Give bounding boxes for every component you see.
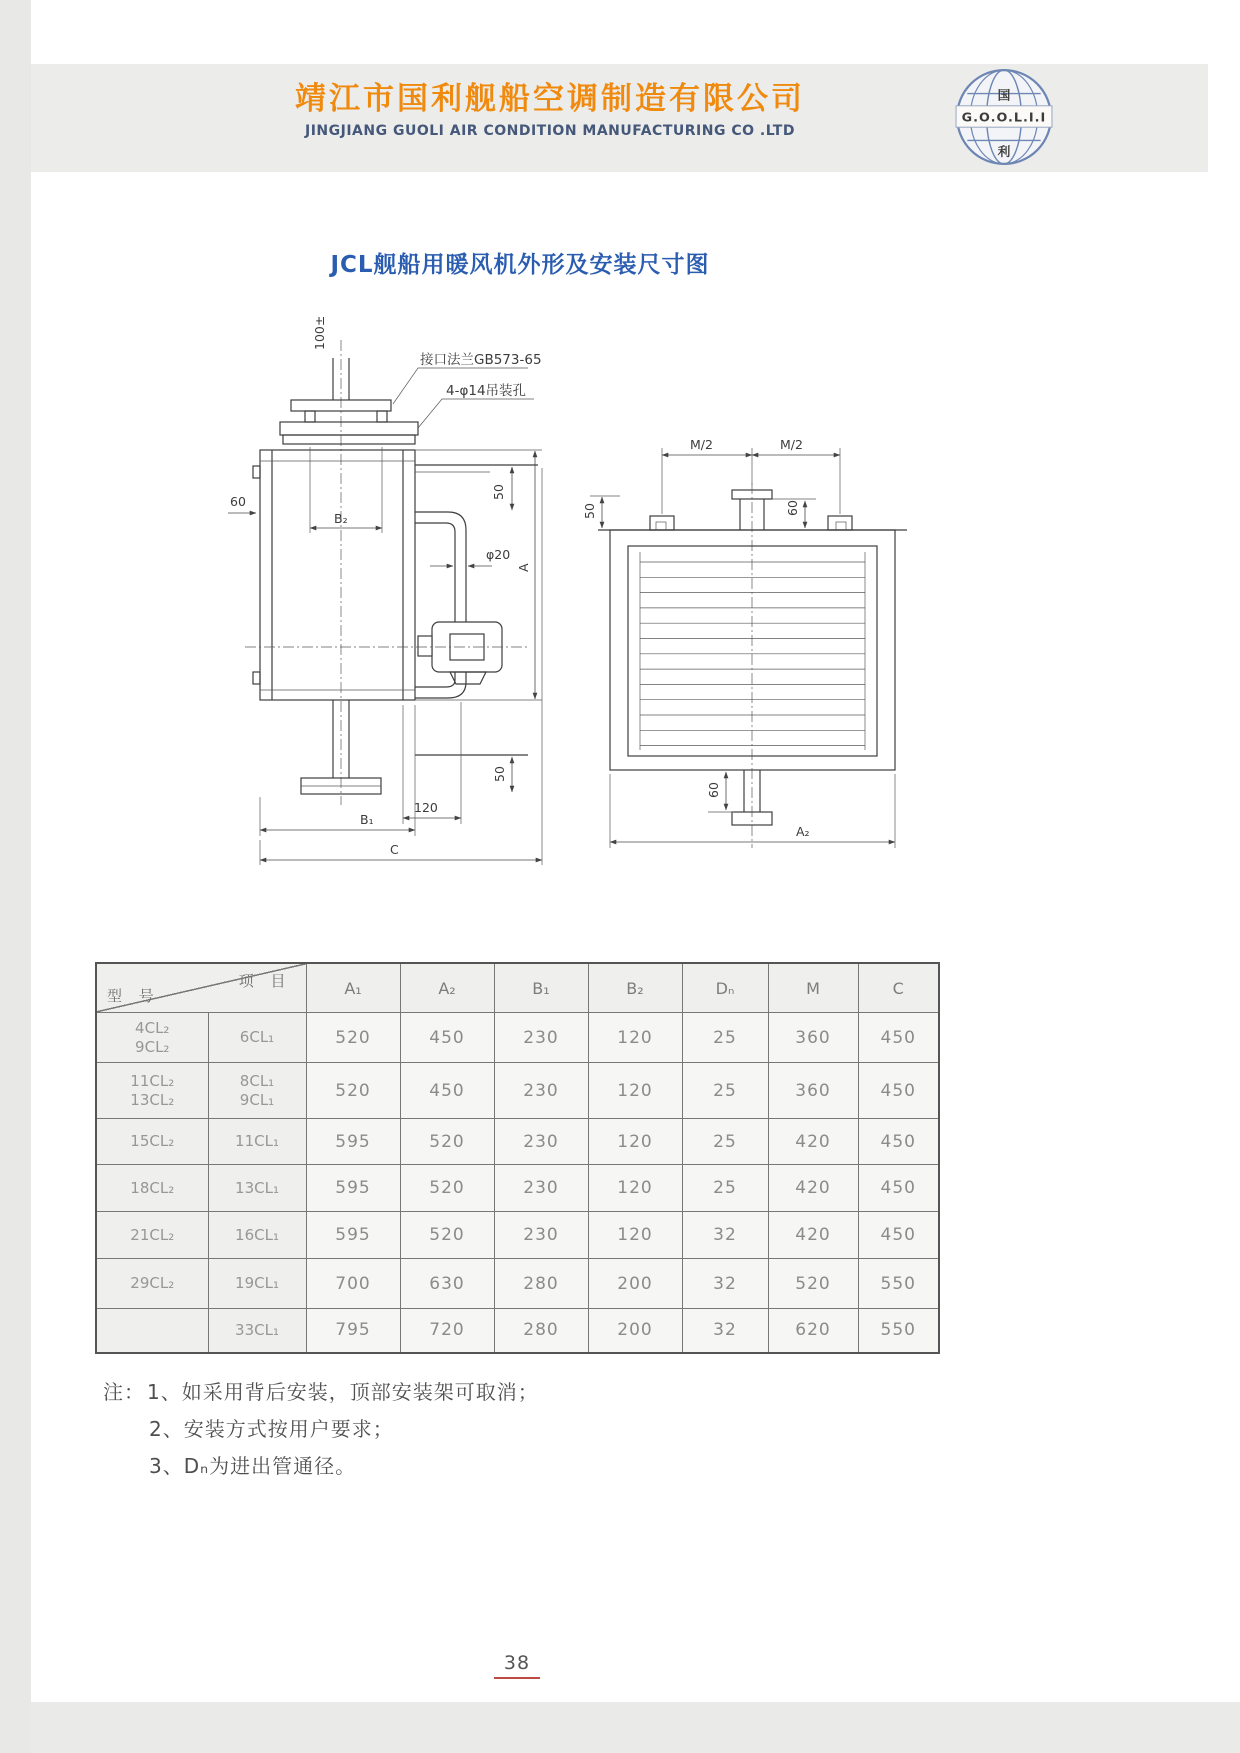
page-number: 38 <box>494 1652 540 1679</box>
dim-m2-right-label: M/2 <box>780 437 803 452</box>
column-header: M <box>768 963 858 1013</box>
value-cell: 120 <box>588 1063 682 1119</box>
model-cell-series2: 18CL₂ <box>96 1165 208 1212</box>
value-cell: 720 <box>400 1309 494 1353</box>
left-bracket <box>650 516 674 530</box>
flange-label: 接口法兰GB573-65 <box>420 352 542 368</box>
fan-motor <box>418 622 502 684</box>
value-cell: 620 <box>768 1309 858 1353</box>
pipe-length-label: 100± <box>312 315 327 350</box>
model-cell-series1: 19CL₁ <box>208 1259 306 1309</box>
top-pipe <box>280 358 418 444</box>
note-line: 注： 1、如采用背后安装，顶部安装架可取消； <box>103 1380 539 1404</box>
value-cell: 450 <box>400 1013 494 1063</box>
column-header: B₂ <box>588 963 682 1013</box>
model-cell-series1: 16CL₁ <box>208 1212 306 1259</box>
table-row <box>96 1212 939 1259</box>
value-cell: 595 <box>306 1165 400 1212</box>
value-cell: 450 <box>858 1063 939 1119</box>
value-cell: 450 <box>858 1013 939 1063</box>
company-name-cn: 靖江市国利舰船空调制造有限公司 <box>295 81 805 117</box>
notes-block <box>103 1374 539 1485</box>
table-row <box>96 1063 939 1119</box>
value-cell: 450 <box>858 1119 939 1165</box>
value-cell: 450 <box>858 1165 939 1212</box>
value-cell: 120 <box>588 1212 682 1259</box>
dim-60-bottom-label: 60 <box>706 782 721 798</box>
value-cell: 25 <box>682 1063 768 1119</box>
globe-logo-icon <box>953 66 1055 168</box>
corner-label-model: 型 号 <box>107 987 160 1005</box>
value-cell: 25 <box>682 1013 768 1063</box>
right-bracket <box>828 516 852 530</box>
heater-body-side <box>253 450 415 700</box>
value-cell: 230 <box>494 1013 588 1063</box>
table-header-row-el <box>96 963 939 1013</box>
value-cell: 520 <box>400 1165 494 1212</box>
value-cell: 32 <box>682 1309 768 1353</box>
value-cell: 595 <box>306 1119 400 1165</box>
technical-drawing <box>150 300 1000 880</box>
table-row <box>96 1309 939 1353</box>
value-cell: 520 <box>400 1119 494 1165</box>
dim-a-label: A <box>516 563 531 572</box>
logo-banner-text: G.O.O.L.I.I <box>961 110 1047 126</box>
model-cell-series1: 6CL₁ <box>208 1013 306 1063</box>
value-cell: 630 <box>400 1259 494 1309</box>
logo-top-char: 国 <box>997 88 1011 104</box>
notes-list <box>103 1374 539 1485</box>
model-cell-series2: 29CL₂ <box>96 1259 208 1309</box>
value-cell: 230 <box>494 1165 588 1212</box>
value-cell: 230 <box>494 1212 588 1259</box>
note-line: 2、安装方式按用户要求； <box>149 1417 394 1441</box>
value-cell: 32 <box>682 1259 768 1309</box>
value-cell: 360 <box>768 1013 858 1063</box>
value-cell: 595 <box>306 1212 400 1259</box>
company-name-en: JINGJIANG GUOLI AIR CONDITION MANUFACTURING CO .LTD <box>305 123 795 140</box>
model-cell-series1: 11CL₁ <box>208 1119 306 1165</box>
dimensions-table <box>95 962 940 1354</box>
model-cell-series2: 21CL₂ <box>96 1212 208 1259</box>
column-header: A₂ <box>400 963 494 1013</box>
table-corner-cell <box>96 963 306 1013</box>
front-view <box>582 437 907 848</box>
value-cell: 420 <box>768 1212 858 1259</box>
value-cell: 120 <box>588 1165 682 1212</box>
value-cell: 520 <box>306 1063 400 1119</box>
value-cell: 25 <box>682 1119 768 1165</box>
heater-body-front <box>610 530 895 770</box>
dim-phi20-label: φ20 <box>486 547 511 562</box>
top-pipe-front <box>732 490 816 530</box>
side-view <box>228 316 542 865</box>
table-row <box>96 1165 939 1212</box>
model-cell-series1: 8CL₁ 9CL₁ <box>208 1063 306 1119</box>
value-cell: 360 <box>768 1063 858 1119</box>
scan-left-margin <box>0 0 31 1753</box>
page-title: JCL舰船用暖风机外形及安装尺寸图 <box>330 252 710 278</box>
corner-label-item: 项 目 <box>238 972 292 990</box>
value-cell: 450 <box>400 1063 494 1119</box>
model-cell-series2 <box>96 1309 208 1353</box>
dim-b2-label: B₂ <box>334 511 348 526</box>
value-cell: 25 <box>682 1165 768 1212</box>
dim-c-label: C <box>390 842 399 857</box>
value-cell: 230 <box>494 1063 588 1119</box>
dim-120-label: 120 <box>414 800 438 815</box>
note-line: 3、Dₙ为进出管通径。 <box>149 1454 357 1478</box>
dim-60-top-label: 60 <box>785 500 800 516</box>
logo-bottom-char: 利 <box>997 144 1011 160</box>
value-cell: 520 <box>400 1212 494 1259</box>
dim-b1-label: B₁ <box>360 812 374 827</box>
company-header <box>190 82 910 139</box>
scan-bottom-margin <box>30 1702 1240 1753</box>
dim-a2-label: A₂ <box>796 824 810 839</box>
value-cell: 420 <box>768 1165 858 1212</box>
value-cell: 230 <box>494 1119 588 1165</box>
value-cell: 280 <box>494 1259 588 1309</box>
value-cell: 550 <box>858 1309 939 1353</box>
value-cell: 32 <box>682 1212 768 1259</box>
table-row <box>96 1259 939 1309</box>
value-cell: 200 <box>588 1259 682 1309</box>
model-cell-series1: 33CL₁ <box>208 1309 306 1353</box>
value-cell: 420 <box>768 1119 858 1165</box>
column-header: Dₙ <box>682 963 768 1013</box>
table-row <box>96 1119 939 1165</box>
table-row <box>96 1013 939 1063</box>
column-header: B₁ <box>494 963 588 1013</box>
value-cell: 520 <box>306 1013 400 1063</box>
value-cell: 795 <box>306 1309 400 1353</box>
value-cell: 280 <box>494 1309 588 1353</box>
dim-50-bottom-label: 50 <box>492 766 507 782</box>
value-cell: 700 <box>306 1259 400 1309</box>
dim-60-label: 60 <box>230 494 246 509</box>
value-cell: 200 <box>588 1309 682 1353</box>
model-cell-series2: 15CL₂ <box>96 1119 208 1165</box>
column-header: A₁ <box>306 963 400 1013</box>
value-cell: 120 <box>588 1013 682 1063</box>
value-cell: 450 <box>858 1212 939 1259</box>
value-cell: 550 <box>858 1259 939 1309</box>
model-cell-series1: 13CL₁ <box>208 1165 306 1212</box>
lifting-hole-label: 4-φ14吊装孔 <box>446 383 527 399</box>
model-cell-series2: 11CL₂ 13CL₂ <box>96 1063 208 1119</box>
louver-lines <box>640 562 865 746</box>
value-cell: 120 <box>588 1119 682 1165</box>
dim-m2-left-label: M/2 <box>690 437 713 452</box>
dim-50-top-label: 50 <box>491 484 506 500</box>
model-cell-series2: 4CL₂ 9CL₂ <box>96 1013 208 1063</box>
lifting-hole-leader <box>418 399 534 428</box>
table-body <box>96 1013 939 1353</box>
column-header: C <box>858 963 939 1013</box>
dim-50-left-label: 50 <box>582 503 597 519</box>
value-cell: 520 <box>768 1259 858 1309</box>
